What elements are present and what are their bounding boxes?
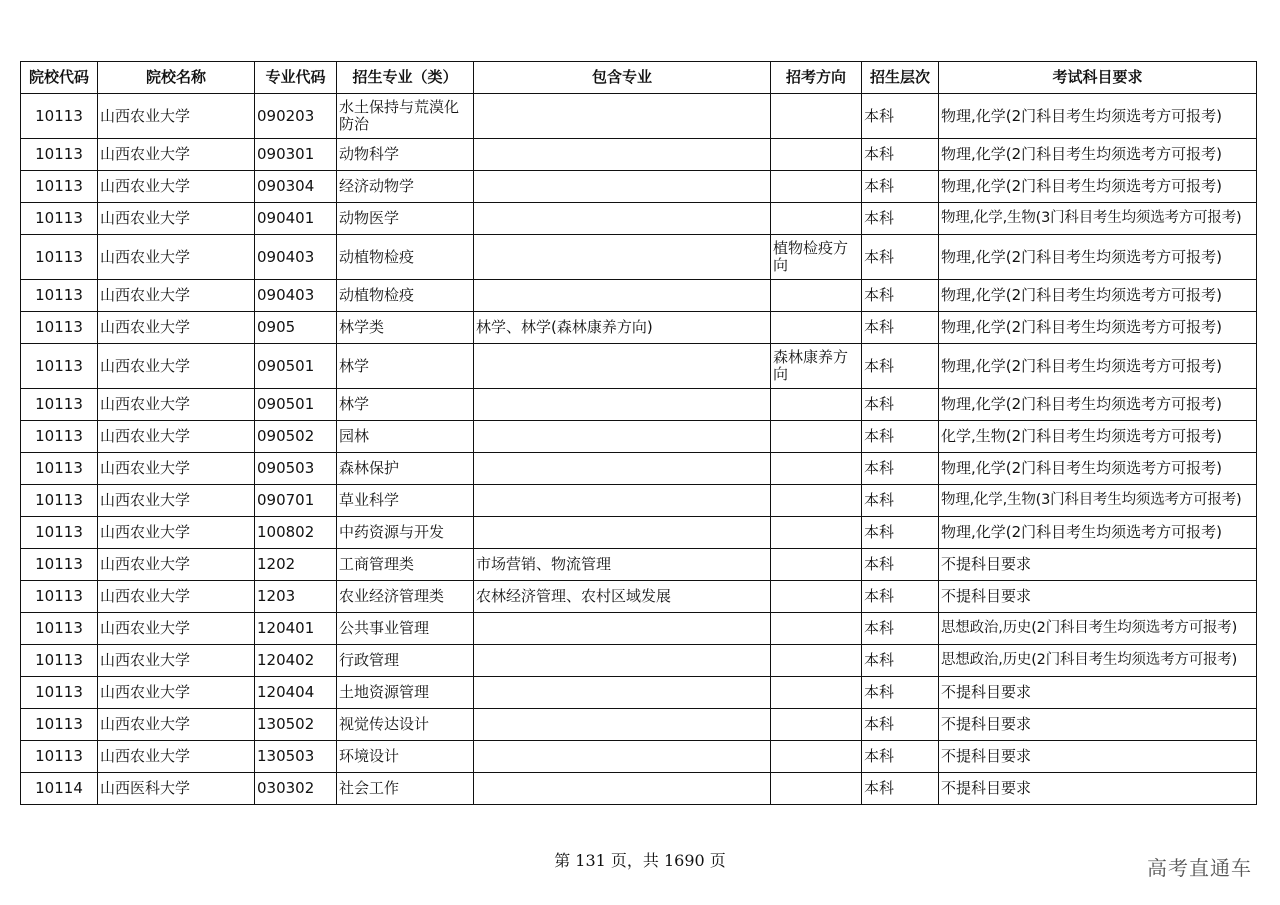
major-code-cell: 090501 bbox=[255, 344, 337, 389]
major-code-cell: 090701 bbox=[255, 485, 337, 517]
major-cell: 土地资源管理 bbox=[337, 677, 474, 709]
school-name-cell: 山西农业大学 bbox=[98, 741, 255, 773]
direction-cell bbox=[771, 581, 862, 613]
header-includes: 包含专业 bbox=[474, 62, 771, 94]
school-name-cell: 山西农业大学 bbox=[98, 485, 255, 517]
table-row bbox=[21, 549, 1257, 581]
school-name-cell: 山西农业大学 bbox=[98, 645, 255, 677]
school-name-cell: 山西农业大学 bbox=[98, 581, 255, 613]
major-code-cell: 090502 bbox=[255, 421, 337, 453]
school-code-cell: 10113 bbox=[21, 389, 98, 421]
direction-cell bbox=[771, 517, 862, 549]
direction-cell bbox=[771, 709, 862, 741]
level-cell: 本科 bbox=[862, 741, 939, 773]
requirements-cell: 不提科目要求 bbox=[939, 581, 1257, 613]
major-cell: 工商管理类 bbox=[337, 549, 474, 581]
requirements-cell: 物理,化学(2门科目考生均须选考方可报考) bbox=[939, 94, 1257, 139]
direction-cell bbox=[771, 94, 862, 139]
major-code-cell: 090403 bbox=[255, 235, 337, 280]
level-cell: 本科 bbox=[862, 389, 939, 421]
direction-cell bbox=[771, 203, 862, 235]
major-code-cell: 090501 bbox=[255, 389, 337, 421]
table-row bbox=[21, 389, 1257, 421]
direction-cell bbox=[771, 389, 862, 421]
school-code-cell: 10113 bbox=[21, 94, 98, 139]
major-cell: 动物科学 bbox=[337, 139, 474, 171]
level-cell: 本科 bbox=[862, 280, 939, 312]
table-row bbox=[21, 773, 1257, 805]
header-major: 招生专业（类） bbox=[337, 62, 474, 94]
school-name-cell: 山西农业大学 bbox=[98, 344, 255, 389]
major-cell: 林学类 bbox=[337, 312, 474, 344]
major-cell: 动植物检疫 bbox=[337, 280, 474, 312]
direction-cell bbox=[771, 453, 862, 485]
direction-cell bbox=[771, 312, 862, 344]
header-school-name: 院校名称 bbox=[98, 62, 255, 94]
table-row bbox=[21, 312, 1257, 344]
school-name-cell: 山西农业大学 bbox=[98, 280, 255, 312]
major-cell: 经济动物学 bbox=[337, 171, 474, 203]
school-code-cell: 10113 bbox=[21, 203, 98, 235]
requirements-cell: 物理,化学(2门科目考生均须选考方可报考) bbox=[939, 344, 1257, 389]
school-code-cell: 10113 bbox=[21, 613, 98, 645]
includes-cell bbox=[474, 741, 771, 773]
school-name-cell: 山西农业大学 bbox=[98, 613, 255, 645]
includes-cell bbox=[474, 280, 771, 312]
requirements-cell: 物理,化学,生物(3门科目考生均须选考方可报考) bbox=[939, 203, 1257, 235]
school-code-cell: 10113 bbox=[21, 709, 98, 741]
level-cell: 本科 bbox=[862, 581, 939, 613]
direction-cell bbox=[771, 613, 862, 645]
table-row bbox=[21, 421, 1257, 453]
school-name-cell: 山西农业大学 bbox=[98, 94, 255, 139]
school-name-cell: 山西农业大学 bbox=[98, 517, 255, 549]
major-code-cell: 030302 bbox=[255, 773, 337, 805]
major-cell: 林学 bbox=[337, 344, 474, 389]
requirements-cell: 物理,化学(2门科目考生均须选考方可报考) bbox=[939, 139, 1257, 171]
watermark: 高考直通车 bbox=[1147, 856, 1252, 880]
table-row bbox=[21, 581, 1257, 613]
school-code-cell: 10113 bbox=[21, 235, 98, 280]
includes-cell: 林学、林学(森林康养方向) bbox=[474, 312, 771, 344]
table-row bbox=[21, 94, 1257, 139]
major-code-cell: 100802 bbox=[255, 517, 337, 549]
includes-cell bbox=[474, 613, 771, 645]
major-cell: 草业科学 bbox=[337, 485, 474, 517]
school-name-cell: 山西农业大学 bbox=[98, 139, 255, 171]
major-cell: 动物医学 bbox=[337, 203, 474, 235]
school-code-cell: 10113 bbox=[21, 453, 98, 485]
major-cell: 公共事业管理 bbox=[337, 613, 474, 645]
table-row bbox=[21, 171, 1257, 203]
school-code-cell: 10113 bbox=[21, 171, 98, 203]
level-cell: 本科 bbox=[862, 94, 939, 139]
header-level: 招生层次 bbox=[862, 62, 939, 94]
requirements-cell: 不提科目要求 bbox=[939, 741, 1257, 773]
table-row bbox=[21, 709, 1257, 741]
requirements-cell: 物理,化学(2门科目考生均须选考方可报考) bbox=[939, 389, 1257, 421]
level-cell: 本科 bbox=[862, 549, 939, 581]
school-name-cell: 山西农业大学 bbox=[98, 709, 255, 741]
level-cell: 本科 bbox=[862, 645, 939, 677]
major-cell: 水土保持与荒漠化防治 bbox=[337, 94, 474, 139]
school-name-cell: 山西农业大学 bbox=[98, 203, 255, 235]
requirements-cell: 思想政治,历史(2门科目考生均须选考方可报考) bbox=[939, 613, 1257, 645]
table-row bbox=[21, 485, 1257, 517]
major-cell: 行政管理 bbox=[337, 645, 474, 677]
level-cell: 本科 bbox=[862, 312, 939, 344]
includes-cell bbox=[474, 94, 771, 139]
includes-cell bbox=[474, 453, 771, 485]
level-cell: 本科 bbox=[862, 344, 939, 389]
level-cell: 本科 bbox=[862, 517, 939, 549]
major-cell: 动植物检疫 bbox=[337, 235, 474, 280]
major-cell: 园林 bbox=[337, 421, 474, 453]
school-name-cell: 山西农业大学 bbox=[98, 453, 255, 485]
level-cell: 本科 bbox=[862, 613, 939, 645]
major-code-cell: 090304 bbox=[255, 171, 337, 203]
direction-cell bbox=[771, 280, 862, 312]
table-row bbox=[21, 645, 1257, 677]
includes-cell bbox=[474, 677, 771, 709]
major-code-cell: 1203 bbox=[255, 581, 337, 613]
school-code-cell: 10114 bbox=[21, 773, 98, 805]
school-name-cell: 山西农业大学 bbox=[98, 677, 255, 709]
school-name-cell: 山西农业大学 bbox=[98, 549, 255, 581]
school-code-cell: 10113 bbox=[21, 549, 98, 581]
header-school-code: 院校代码 bbox=[21, 62, 98, 94]
table-row bbox=[21, 613, 1257, 645]
school-code-cell: 10113 bbox=[21, 312, 98, 344]
direction-cell: 植物检疫方向 bbox=[771, 235, 862, 280]
includes-cell bbox=[474, 517, 771, 549]
school-code-cell: 10113 bbox=[21, 741, 98, 773]
includes-cell bbox=[474, 645, 771, 677]
table-body bbox=[21, 94, 1257, 805]
major-code-cell: 130503 bbox=[255, 741, 337, 773]
school-name-cell: 山西医科大学 bbox=[98, 773, 255, 805]
school-code-cell: 10113 bbox=[21, 517, 98, 549]
major-code-cell: 090401 bbox=[255, 203, 337, 235]
direction-cell bbox=[771, 677, 862, 709]
includes-cell bbox=[474, 421, 771, 453]
major-code-cell: 090403 bbox=[255, 280, 337, 312]
direction-cell bbox=[771, 485, 862, 517]
level-cell: 本科 bbox=[862, 677, 939, 709]
requirements-cell: 物理,化学(2门科目考生均须选考方可报考) bbox=[939, 312, 1257, 344]
table-row bbox=[21, 203, 1257, 235]
includes-cell: 市场营销、物流管理 bbox=[474, 549, 771, 581]
requirements-cell: 物理,化学(2门科目考生均须选考方可报考) bbox=[939, 280, 1257, 312]
includes-cell bbox=[474, 139, 771, 171]
major-cell: 环境设计 bbox=[337, 741, 474, 773]
requirements-cell: 物理,化学(2门科目考生均须选考方可报考) bbox=[939, 235, 1257, 280]
school-code-cell: 10113 bbox=[21, 421, 98, 453]
major-cell: 农业经济管理类 bbox=[337, 581, 474, 613]
major-code-cell: 090503 bbox=[255, 453, 337, 485]
requirements-cell: 物理,化学(2门科目考生均须选考方可报考) bbox=[939, 453, 1257, 485]
direction-cell bbox=[771, 171, 862, 203]
major-code-cell: 120402 bbox=[255, 645, 337, 677]
school-name-cell: 山西农业大学 bbox=[98, 312, 255, 344]
direction-cell bbox=[771, 741, 862, 773]
requirements-cell: 物理,化学(2门科目考生均须选考方可报考) bbox=[939, 171, 1257, 203]
includes-cell bbox=[474, 389, 771, 421]
school-code-cell: 10113 bbox=[21, 139, 98, 171]
school-code-cell: 10113 bbox=[21, 677, 98, 709]
level-cell: 本科 bbox=[862, 139, 939, 171]
table-row bbox=[21, 280, 1257, 312]
level-cell: 本科 bbox=[862, 171, 939, 203]
includes-cell bbox=[474, 709, 771, 741]
school-name-cell: 山西农业大学 bbox=[98, 421, 255, 453]
table-row bbox=[21, 677, 1257, 709]
major-code-cell: 0905 bbox=[255, 312, 337, 344]
major-code-cell: 130502 bbox=[255, 709, 337, 741]
includes-cell bbox=[474, 171, 771, 203]
school-name-cell: 山西农业大学 bbox=[98, 171, 255, 203]
major-cell: 中药资源与开发 bbox=[337, 517, 474, 549]
major-cell: 社会工作 bbox=[337, 773, 474, 805]
requirements-cell: 化学,生物(2门科目考生均须选考方可报考) bbox=[939, 421, 1257, 453]
level-cell: 本科 bbox=[862, 709, 939, 741]
header-row bbox=[21, 62, 1257, 94]
major-cell: 森林保护 bbox=[337, 453, 474, 485]
includes-cell bbox=[474, 235, 771, 280]
requirements-cell: 思想政治,历史(2门科目考生均须选考方可报考) bbox=[939, 645, 1257, 677]
level-cell: 本科 bbox=[862, 773, 939, 805]
includes-cell bbox=[474, 344, 771, 389]
includes-cell bbox=[474, 773, 771, 805]
includes-cell bbox=[474, 485, 771, 517]
major-code-cell: 120401 bbox=[255, 613, 337, 645]
level-cell: 本科 bbox=[862, 203, 939, 235]
requirements-cell: 不提科目要求 bbox=[939, 773, 1257, 805]
major-code-cell: 090301 bbox=[255, 139, 337, 171]
level-cell: 本科 bbox=[862, 421, 939, 453]
header-requirements: 考试科目要求 bbox=[939, 62, 1257, 94]
includes-cell: 农林经济管理、农村区域发展 bbox=[474, 581, 771, 613]
school-code-cell: 10113 bbox=[21, 485, 98, 517]
school-name-cell: 山西农业大学 bbox=[98, 235, 255, 280]
header-major-code: 专业代码 bbox=[255, 62, 337, 94]
includes-cell bbox=[474, 203, 771, 235]
major-cell: 林学 bbox=[337, 389, 474, 421]
table-row bbox=[21, 453, 1257, 485]
table-row bbox=[21, 517, 1257, 549]
requirements-cell: 物理,化学,生物(3门科目考生均须选考方可报考) bbox=[939, 485, 1257, 517]
admissions-table bbox=[20, 61, 1257, 805]
school-code-cell: 10113 bbox=[21, 581, 98, 613]
requirements-cell: 物理,化学(2门科目考生均须选考方可报考) bbox=[939, 517, 1257, 549]
major-code-cell: 120404 bbox=[255, 677, 337, 709]
school-code-cell: 10113 bbox=[21, 344, 98, 389]
major-cell: 视觉传达设计 bbox=[337, 709, 474, 741]
school-code-cell: 10113 bbox=[21, 645, 98, 677]
major-code-cell: 1202 bbox=[255, 549, 337, 581]
school-code-cell: 10113 bbox=[21, 280, 98, 312]
requirements-cell: 不提科目要求 bbox=[939, 709, 1257, 741]
table-row bbox=[21, 235, 1257, 280]
level-cell: 本科 bbox=[862, 235, 939, 280]
table-row bbox=[21, 741, 1257, 773]
direction-cell bbox=[771, 773, 862, 805]
direction-cell bbox=[771, 549, 862, 581]
table-row bbox=[21, 344, 1257, 389]
major-code-cell: 090203 bbox=[255, 94, 337, 139]
direction-cell bbox=[771, 645, 862, 677]
table-row bbox=[21, 139, 1257, 171]
header-direction: 招考方向 bbox=[771, 62, 862, 94]
direction-cell bbox=[771, 421, 862, 453]
page-footer: 第 131 页，共 1690 页 bbox=[554, 851, 726, 870]
school-name-cell: 山西农业大学 bbox=[98, 389, 255, 421]
requirements-cell: 不提科目要求 bbox=[939, 677, 1257, 709]
direction-cell: 森林康养方向 bbox=[771, 344, 862, 389]
requirements-cell: 不提科目要求 bbox=[939, 549, 1257, 581]
level-cell: 本科 bbox=[862, 485, 939, 517]
direction-cell bbox=[771, 139, 862, 171]
level-cell: 本科 bbox=[862, 453, 939, 485]
